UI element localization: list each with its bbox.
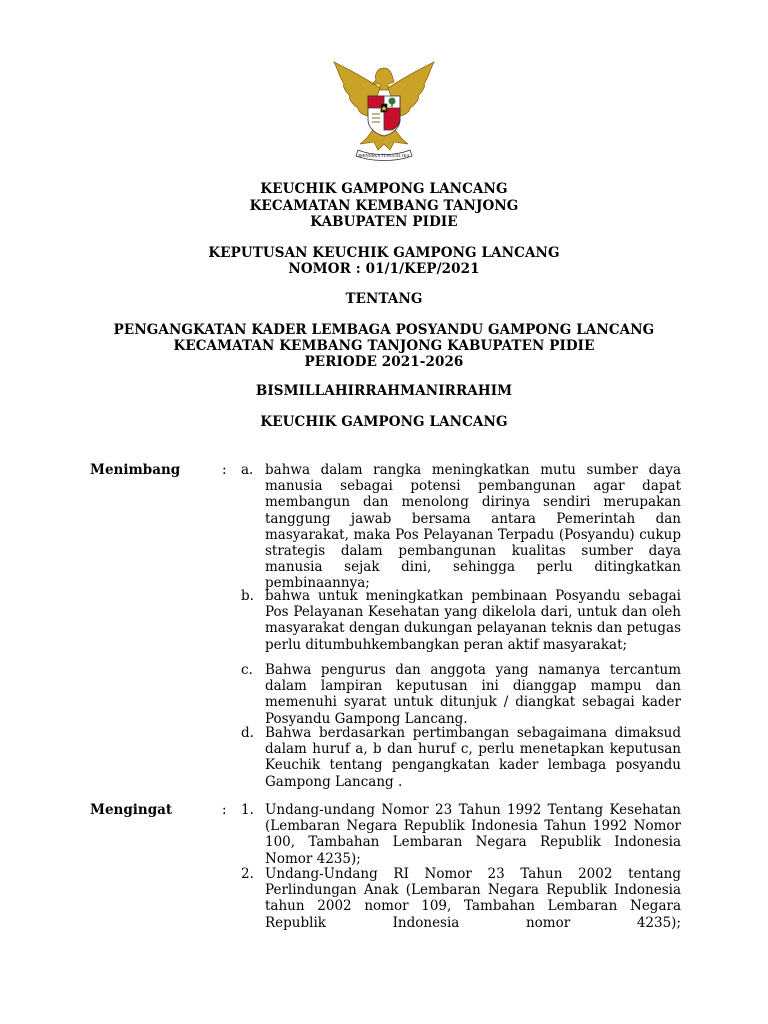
decree-number: NOMOR : 01/1/KEP/2021 [288,261,480,277]
menimbang-label: Menimbang [90,462,181,478]
menimbang-marker-b: b. [241,588,254,604]
header-line-3: KABUPATEN PIDIE [310,214,458,230]
bismillah: BISMILLAHIRRAHMANIRRAHIM [255,383,513,399]
mengingat-label: Mengingat [90,802,173,818]
decree-title: KEPUTUSAN KEUCHIK GAMPONG LANCANG [208,245,560,261]
mengingat-item-1: Undang-undang Nomor 23 Tahun 1992 Tentang Kesehatan (Lembaran Negara Republik Indonesia Tahun 1992 Nomor 100, Tambahan Lembaran Negara Republik Indonesia Nomor 4235); [265,802,681,867]
emblem-motto-ribbon [356,150,412,161]
menimbang-item-c: Bahwa pengurus dan anggota yang namanya tercantum dalam lampiran keputusan ini dianggap mampu dan memenuhi syarat untuk ditunjuk / diangkat sebagai kader Posyandu Gampong Lancang. [265,662,681,727]
mengingat-marker-1: 1. [241,802,254,818]
about-line-3: PERIODE 2021-2026 [304,354,464,370]
emblem-motto-text: BHINNEKA TUNGGAL IKA [358,153,410,158]
mengingat-marker-2: 2. [241,866,254,882]
menimbang-marker-d: d. [241,725,254,741]
mengingat-colon: : [222,802,227,818]
menimbang-colon: : [222,462,227,478]
menimbang-item-d: Bahwa berdasarkan pertimbangan sebagaimana dimaksud dalam huruf a, b dan huruf c, perlu menetapkan keputusan Keuchik tentang pengangkatan kader lembaga posyandu Gampong Lancang . [265,725,681,790]
mengingat-item-2: Undang-Undang RI Nomor 23 Tahun 2002 tentang Perlindungan Anak (Lembaran Negara Republik Indonesia tahun 2002 nomor 109, Tambahan Lembaran Negara Republik Indonesia nomor 4235); [265,866,681,931]
about-label: TENTANG [345,291,423,307]
menimbang-item-a: bahwa dalam rangka meningkatkan mutu sumber daya manusia sebagai potensi pembangunan agar dapat membangun dan menolong dirinya sendiri merupakan tanggung jawab bersama antara Pemerintah dan masyarakat, maka Pos Pelayanan Terpadu (Posyandu) cukup strategis dalam pembangunan kualitas sumber daya manusia sejak dini, sehingga perlu ditingkatkan pembinaannya; [265,462,681,592]
garuda-emblem-icon [328,58,440,162]
about-line-1: PENGANGKATAN KADER LEMBAGA POSYANDU GAMPONG LANCANG [113,322,655,338]
menimbang-marker-c: c. [241,662,253,678]
header-line-1: KEUCHIK GAMPONG LANCANG [260,181,508,197]
header-line-2: KECAMATAN KEMBANG TANJONG [249,198,519,214]
menimbang-marker-a: a. [241,462,254,478]
emblem-shield [368,96,400,136]
menimbang-item-b: bahwa untuk meningkatkan pembinaan Posyandu sebagai Pos Pelayanan Kesehatan yang dikelola dari, untuk dan oleh masyarakat dengan dukungan pelayanan teknis dan petugas perlu ditumbuhkembangkan peran aktif masyarakat; [265,588,681,653]
about-line-2: KECAMATAN KEMBANG TANJONG KABUPATEN PIDIE [173,338,595,354]
issuer: KEUCHIK GAMPONG LANCANG [260,414,508,430]
